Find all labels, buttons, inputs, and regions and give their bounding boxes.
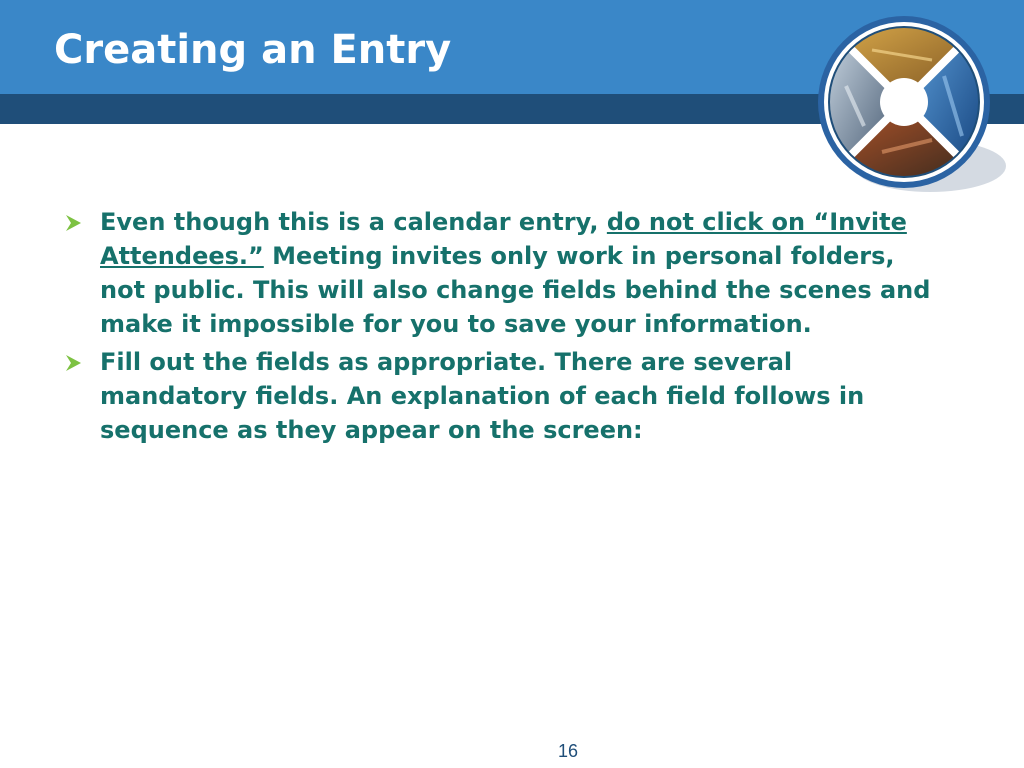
page-number: 16 (557, 741, 579, 761)
bullet-text: Fill out the fields as appropriate. There are several mandatory fields. An explanation of each field follows in sequence as they appear on the screen: (100, 348, 865, 444)
arrowhead-bullet-icon (64, 354, 82, 372)
bullet-text: Even though this is a calendar entry, (100, 208, 607, 236)
emblem-center-hub (880, 78, 928, 126)
bullet-text: Meeting invites only work in personal folders, not public. This will also change fields behind the scenes and make it impossible for you to save your information. (100, 242, 931, 338)
bullet-item (60, 345, 940, 447)
slide-title: Creating an Entry (54, 27, 452, 73)
arrowhead-bullet-icon (64, 214, 82, 232)
invite-attendees-warning: do not click on “Invite Attendees.” (100, 208, 907, 270)
photo-collage-emblem (812, 16, 1012, 196)
bullet-item (60, 205, 940, 341)
bullet-list (60, 205, 940, 451)
